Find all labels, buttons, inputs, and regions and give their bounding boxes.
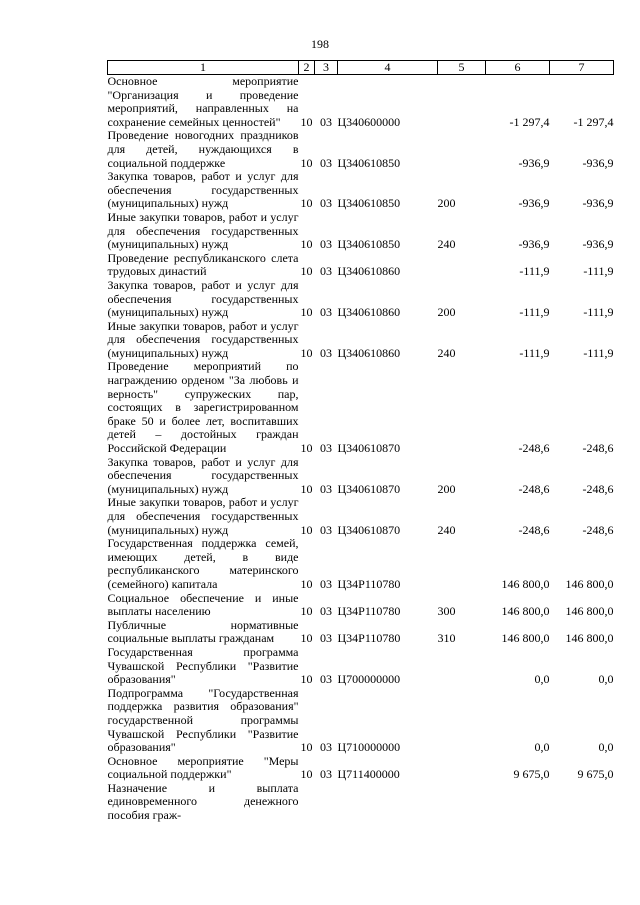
table-row bbox=[108, 592, 614, 619]
row-subsection: 03 bbox=[320, 672, 332, 687]
row-expense-type bbox=[438, 755, 486, 782]
row-amount-2: -936,9 bbox=[582, 196, 614, 211]
row-section: 10 bbox=[300, 604, 313, 619]
header-col-5: 5 bbox=[438, 61, 486, 75]
row-target-article: Ц700000000 bbox=[337, 672, 401, 687]
row-target-article: Ц340600000 bbox=[337, 114, 401, 129]
row-expense-type bbox=[438, 360, 486, 455]
table-row bbox=[108, 211, 614, 252]
row-amount-1: -248,6 bbox=[518, 481, 550, 496]
table-row bbox=[108, 782, 614, 823]
row-subsection bbox=[315, 782, 338, 823]
row-section: 10 bbox=[300, 345, 313, 360]
table-body bbox=[108, 75, 614, 823]
row-target-article: Ц710000000 bbox=[337, 740, 401, 755]
row-name: Основное мероприятие "Меры социальной поддержки" bbox=[107, 753, 299, 782]
row-target-article: Ц34Р110780 bbox=[337, 604, 401, 619]
row-expense-type bbox=[438, 75, 486, 130]
row-amount-1: -936,9 bbox=[518, 196, 550, 211]
page-number: 198 bbox=[311, 37, 329, 51]
header-col-7: 7 bbox=[550, 61, 614, 75]
table-row bbox=[108, 170, 614, 211]
row-subsection: 03 bbox=[320, 237, 332, 252]
row-amount-1: 146 800,0 bbox=[501, 604, 550, 619]
row-subsection: 03 bbox=[320, 576, 332, 591]
row-amount-1: 146 800,0 bbox=[501, 576, 550, 591]
row-amount-2 bbox=[550, 782, 614, 823]
row-expense-type bbox=[438, 687, 486, 755]
row-target-article: Ц34Р110780 bbox=[337, 631, 401, 646]
row-subsection: 03 bbox=[320, 441, 332, 456]
row-amount-2: -1 297,4 bbox=[573, 114, 614, 129]
row-subsection: 03 bbox=[320, 264, 332, 279]
table-row bbox=[108, 279, 614, 320]
row-target-article: Ц340610870 bbox=[337, 441, 401, 456]
table-row bbox=[108, 252, 614, 279]
row-expense-type: 240 bbox=[437, 345, 456, 360]
row-section: 10 bbox=[300, 672, 313, 687]
row-target-article: Ц711400000 bbox=[337, 767, 400, 782]
header-col-1: 1 bbox=[108, 61, 299, 75]
row-amount-2: 9 675,0 bbox=[577, 767, 614, 782]
row-amount-2: -111,9 bbox=[583, 305, 614, 320]
row-expense-type bbox=[438, 646, 486, 687]
row-subsection: 03 bbox=[320, 631, 332, 646]
row-name: Публичные нормативные социальные выплаты гражданам bbox=[107, 617, 299, 646]
table-row bbox=[108, 360, 614, 455]
row-section: 10 bbox=[300, 441, 313, 456]
row-target-article: Ц34Р110780 bbox=[337, 576, 401, 591]
header-col-6: 6 bbox=[486, 61, 550, 75]
row-expense-type bbox=[438, 782, 486, 823]
table-row bbox=[108, 456, 614, 497]
row-section: 10 bbox=[300, 114, 313, 129]
row-amount-1: 146 800,0 bbox=[501, 631, 550, 646]
row-amount-1: 0,0 bbox=[534, 672, 550, 687]
row-subsection: 03 bbox=[320, 155, 332, 170]
row-amount-2: -248,6 bbox=[582, 441, 614, 456]
row-target-article: Ц340610850 bbox=[337, 155, 401, 170]
row-expense-type: 310 bbox=[437, 631, 456, 646]
row-section: 10 bbox=[300, 264, 313, 279]
row-amount-1: 9 675,0 bbox=[513, 767, 550, 782]
row-amount-2: -111,9 bbox=[583, 345, 614, 360]
row-section: 10 bbox=[300, 155, 313, 170]
row-section: 10 bbox=[300, 196, 313, 211]
row-name: Закупка товаров, работ и услуг для обеспечения государственных (муниципальных) нужд bbox=[107, 169, 299, 211]
row-section: 10 bbox=[300, 481, 313, 496]
row-target-article: Ц340610860 bbox=[337, 305, 401, 320]
table-row bbox=[108, 646, 614, 687]
row-expense-type: 200 bbox=[437, 196, 456, 211]
row-section: 10 bbox=[300, 237, 313, 252]
row-section: 10 bbox=[300, 631, 313, 646]
row-amount-1: -111,9 bbox=[519, 345, 550, 360]
row-name: Назначение и выплата единовременного денежного пособия граж- bbox=[107, 780, 299, 823]
row-amount-2: -936,9 bbox=[582, 237, 614, 252]
row-amount-1: -1 297,4 bbox=[509, 114, 550, 129]
table-row bbox=[108, 496, 614, 537]
budget-table bbox=[107, 60, 614, 823]
row-name: Социальное обеспечение и иные выплаты населению bbox=[107, 590, 299, 619]
row-name: Закупка товаров, работ и услуг для обеспечения государственных (муниципальных) нужд bbox=[107, 277, 299, 320]
row-target-article: Ц340610860 bbox=[337, 264, 401, 279]
row-subsection: 03 bbox=[320, 740, 332, 755]
row-amount-2: -248,6 bbox=[582, 522, 614, 537]
row-subsection: 03 bbox=[320, 114, 332, 129]
row-name: Основное мероприятие "Организация и проведение мероприятий, направленных на сохранение семейных ценностей" bbox=[107, 74, 299, 129]
row-expense-type bbox=[438, 129, 486, 170]
row-section: 10 bbox=[300, 576, 313, 591]
row-section: 10 bbox=[300, 522, 313, 537]
row-amount-2: 0,0 bbox=[598, 672, 614, 687]
row-amount-1: -111,9 bbox=[519, 264, 550, 279]
row-expense-type: 240 bbox=[437, 522, 456, 537]
row-name: Государственная программа Чувашской Республики "Развитие образования" bbox=[107, 644, 299, 687]
table-row bbox=[108, 619, 614, 646]
row-name: Иные закупки товаров, работ и услуг для обеспечения государственных (муниципальных) нужд bbox=[107, 318, 299, 360]
row-subsection: 03 bbox=[320, 604, 332, 619]
row-expense-type: 240 bbox=[437, 237, 456, 252]
row-amount-2: -111,9 bbox=[583, 264, 614, 279]
row-expense-type bbox=[438, 252, 486, 279]
row-amount-1: -248,6 bbox=[518, 522, 550, 537]
row-amount-2: 0,0 bbox=[598, 740, 614, 755]
header-col-2: 2 bbox=[299, 61, 315, 75]
row-subsection: 03 bbox=[320, 767, 332, 782]
row-name: Закупка товаров, работ и услуг для обеспечения государственных (муниципальных) нужд bbox=[107, 454, 299, 496]
row-subsection: 03 bbox=[320, 481, 332, 496]
row-amount-2: -936,9 bbox=[582, 155, 614, 170]
row-amount-1: -111,9 bbox=[519, 305, 550, 320]
row-amount-1 bbox=[486, 782, 550, 823]
row-name: Проведение новогодних праздников для детей, нуждающихся в социальной поддержке bbox=[107, 128, 299, 170]
table-row bbox=[108, 75, 614, 130]
table-row bbox=[108, 320, 614, 361]
row-target-article bbox=[338, 782, 438, 823]
header-col-3: 3 bbox=[315, 61, 338, 75]
row-section: 10 bbox=[300, 305, 313, 320]
row-subsection: 03 bbox=[320, 305, 332, 320]
row-amount-2: -248,6 bbox=[582, 481, 614, 496]
table-row bbox=[108, 537, 614, 591]
row-amount-1: -936,9 bbox=[518, 237, 550, 252]
row-expense-type: 200 bbox=[437, 305, 456, 320]
row-expense-type: 200 bbox=[437, 481, 456, 496]
row-target-article: Ц340610870 bbox=[337, 522, 401, 537]
table-row bbox=[108, 129, 614, 170]
row-name: Иные закупки товаров, работ и услуг для обеспечения государственных (муниципальных) нужд bbox=[107, 209, 299, 252]
row-section: 10 bbox=[300, 767, 313, 782]
row-section: 10 bbox=[300, 740, 313, 755]
row-amount-1: -936,9 bbox=[518, 155, 550, 170]
row-amount-2: 146 800,0 bbox=[565, 576, 614, 591]
row-expense-type: 300 bbox=[437, 604, 456, 619]
header-row bbox=[108, 61, 614, 75]
table-row bbox=[108, 755, 614, 782]
row-amount-1: 0,0 bbox=[534, 740, 550, 755]
row-amount-2: 146 800,0 bbox=[565, 604, 614, 619]
header-col-4: 4 bbox=[338, 61, 438, 75]
row-expense-type bbox=[438, 537, 486, 591]
table-row bbox=[108, 687, 614, 755]
row-target-article: Ц340610870 bbox=[337, 481, 401, 496]
row-subsection: 03 bbox=[320, 345, 332, 360]
row-target-article: Ц340610850 bbox=[337, 237, 401, 252]
row-amount-1: -248,6 bbox=[518, 441, 550, 456]
row-name: Проведение мероприятий по награждению орденом "За любовь и верность" супружеских пар, состоящих в зарегистрированном браке 50 и более лет, воспитавших детей – достойных граждан Российской Федерации bbox=[107, 359, 299, 456]
row-section bbox=[299, 782, 315, 823]
row-amount-2: 146 800,0 bbox=[565, 631, 614, 646]
row-name: Проведение республиканского слета трудовых династий bbox=[107, 250, 299, 279]
row-target-article: Ц340610860 bbox=[337, 345, 401, 360]
row-target-article: Ц340610850 bbox=[337, 196, 401, 211]
row-name: Подпрограмма "Государственная поддержка развития образования" государственной программы Чувашской Республики "Развитие образования" bbox=[107, 685, 299, 755]
row-subsection: 03 bbox=[320, 196, 332, 211]
row-name: Иные закупки товаров, работ и услуг для обеспечения государственных (муниципальных) нужд bbox=[107, 495, 299, 537]
row-subsection: 03 bbox=[320, 522, 332, 537]
row-name: Государственная поддержка семей, имеющих детей, в виде республиканского материнского (семейного) капитала bbox=[107, 536, 299, 591]
